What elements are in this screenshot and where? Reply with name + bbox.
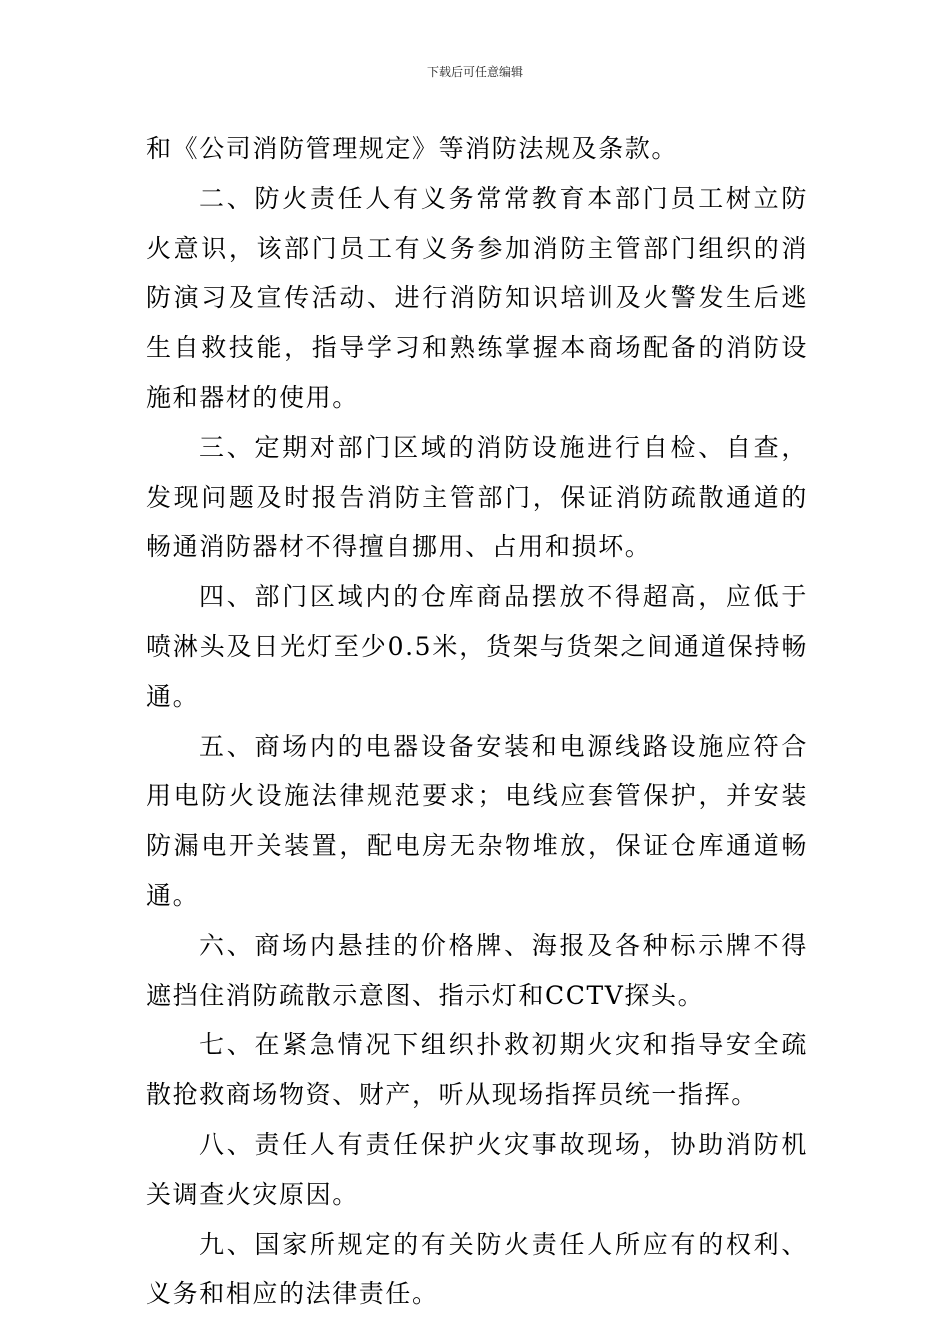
- page-header: 下载后可任意编辑: [426, 65, 523, 79]
- paragraph-item-8: 八、责任人有责任保护火灾事故现场，协助消防机关调查火灾原因。: [146, 1129, 808, 1209]
- paragraph-item-2: 二、防火责任人有义务常常教育本部门员工树立防火意识，该部门员工有义务参加消防主管部门组织的消防演习及宣传活动、进行消防知识培训及火警发生后逃生自救技能，指导学习和熟练掌握本商场配备的消防设施和器材的使用。: [146, 183, 808, 412]
- paragraph-item-7: 七、在紧急情况下组织扑救初期火灾和指导安全疏散抢救商场物资、财产，听从现场指挥员统一指挥。: [146, 1030, 808, 1110]
- paragraph-item-5: 五、商场内的电器设备安装和电源线路设施应符合用电防火设施法律规范要求；电线应套管保护，并安装防漏电开关装置，配电房无杂物堆放，保证仓库通道畅通。: [146, 731, 808, 910]
- paragraph-item-4: 四、部门区域内的仓库商品摆放不得超高，应低于喷淋头及日光灯至少0.5米，货架与货架之间通道保持畅通。: [146, 582, 808, 711]
- paragraph-item-6: 六、商场内悬挂的价格牌、海报及各种标示牌不得遮挡住消防疏散示意图、指示灯和CCTV探头。: [146, 930, 808, 1010]
- paragraph-continuation: 和《公司消防管理规定》等消防法规及条款。: [146, 134, 679, 163]
- paragraph-item-3: 三、定期对部门区域的消防设施进行自检、自查，发现问题及时报告消防主管部门，保证消防疏散通道的畅通消防器材不得擅自挪用、占用和损坏。: [146, 432, 808, 562]
- paragraph-item-9: 九、国家所规定的有关防火责任人所应有的权利、义务和相应的法律责任。: [146, 1229, 808, 1309]
- document-body: [146, 124, 808, 1319]
